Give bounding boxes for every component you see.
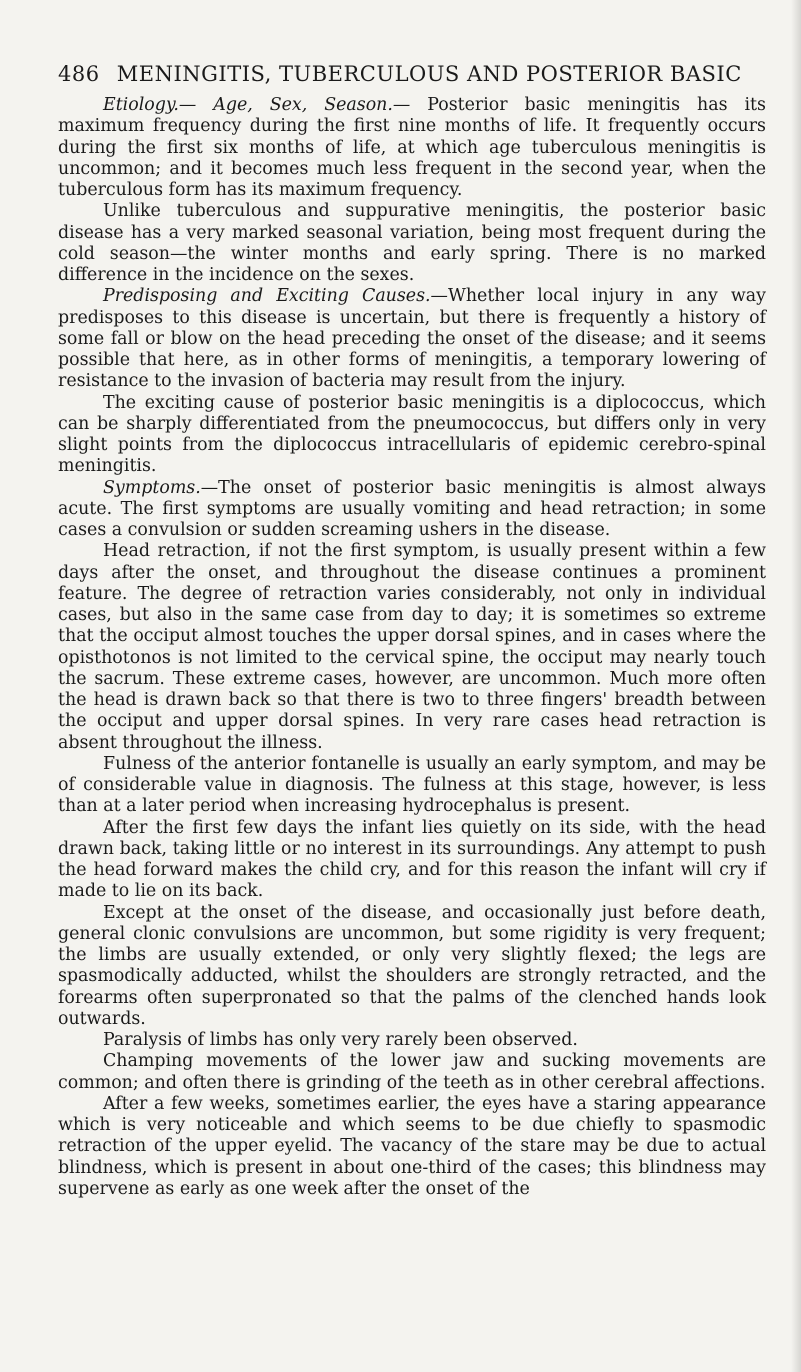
paragraph-symptoms (58, 478, 766, 542)
paragraph-text: Head retraction, if not the first symptom, is usually present within a few days after the onset, and throughout the disease continues a prominent feature. The degree of retraction varies considerably, not only in individual cases, but also in the same case from day to day; it is sometimes so extreme that the occiput almost touches the upper dorsal spines, and in cases where the opisthotonos is not limited to the cervical spine, the occiput may nearly touch the sacrum. These extreme cases, however, are uncommon. Much more often the head is drawn back so that there is two to three fingers' breadth between the occiput and upper dorsal spines. In very rare cases head retraction is absent throughout the illness. (58, 541, 766, 753)
paragraph-paralysis (58, 1030, 766, 1051)
page-number: 486 (58, 62, 100, 86)
section-heading-causes: Predisposing and Exciting Causes.— (103, 286, 448, 307)
paragraph-eyes (58, 1094, 766, 1200)
paragraph-text: The exciting cause of posterior basic meningitis is a diplococcus, which can be sharply differentiated from the pneumococcus, but differs only in very slight points from the diplococcus intracellularis of epidemic cerebro-spinal meningitis. (58, 392, 766, 477)
running-header (58, 62, 758, 86)
paragraph-text: Whether local injury in any way predisposes to this disease is uncertain, but there is frequently a history of some fall or blow on the head preceding the onset of the disease; and it seems possible that here, as in other forms of meningitis, a temporary lowering of resistance to the invasion of bacteria may result from the injury. (58, 286, 766, 392)
paragraph-text: Unlike tuberculous and suppurative meningitis, the posterior basic disease has a very marked seasonal variation, being most frequent during the cold season—the winter months and early spring. There is no marked difference in the incidence on the sexes. (58, 201, 766, 285)
paragraph-etiology (58, 95, 766, 201)
running-title: MENINGITIS, TUBERCULOUS AND POSTERIOR BASIC (116, 62, 742, 86)
paragraph-fontanelle (58, 754, 766, 818)
paragraph-causes (58, 286, 766, 392)
paragraph-infant-posture (58, 818, 766, 903)
section-heading-symptoms: Symptoms.— (103, 477, 219, 498)
paragraph-text: Except at the onset of the disease, and occasionally just before death, general clonic convulsions are uncommon, but some rigidity is very frequent; the limbs are usually extended, or only very slightly flexed; the legs are spasmodically adducted, whilst the shoulders are strongly retracted, and the forearms often superpronated so that the palms of the clenched hands look outwards. (58, 902, 766, 1029)
paragraph-seasonal (58, 201, 766, 286)
page-edge-shadow (791, 0, 801, 1372)
paragraph-exciting-cause (58, 393, 766, 478)
paragraph-text: The onset of posterior basic meningitis is almost always acute. The first symptoms are usually vomiting and head retraction; in some cases a convulsion or sudden screaming ushers in the disease. (58, 477, 766, 540)
paragraph-convulsions (58, 903, 766, 1031)
paragraph-text: Champing movements of the lower jaw and sucking movements are common; and often there is grinding of the teeth as in other cerebral affections. (58, 1051, 766, 1093)
paragraph-champing (58, 1051, 766, 1094)
paragraph-head-retraction (58, 541, 766, 754)
paragraph-text: Fulness of the anterior fontanelle is usually an early symptom, and may be of considerable value in diagnosis. The fulness at this stage, however, is less than at a later period when increasing hydrocephalus is present. (58, 753, 766, 817)
body-text (58, 95, 766, 1200)
paragraph-text: After a few weeks, sometimes earlier, the eyes have a staring appearance which is very noticeable and which seems to be due chiefly to spasmodic retraction of the upper eyelid. The vacancy of the stare may be due to actual blindness, which is present in about one-third of the cases; this blindness may supervene as early as one week after the onset of the (58, 1093, 766, 1199)
paragraph-text: Paralysis of limbs has only very rarely been observed. (103, 1030, 578, 1050)
paragraph-text: Posterior basic meningitis has its maximum frequency during the first nine months of life. It frequently occurs during the first six months of life, at which age tuberculous meningitis is uncommon; and it becomes much less frequent in the second year, when the tuberculous form has its maximum frequency. (58, 95, 766, 200)
paragraph-text: After the first few days the infant lies quietly on its side, with the head drawn back, taking little or no interest in its surroundings. Any attempt to push the head forward makes the child cry, and for this reason the infant will cry if made to lie on its back. (58, 817, 766, 902)
section-heading-etiology: Etiology.— Age, Sex, Season.— (103, 95, 411, 115)
